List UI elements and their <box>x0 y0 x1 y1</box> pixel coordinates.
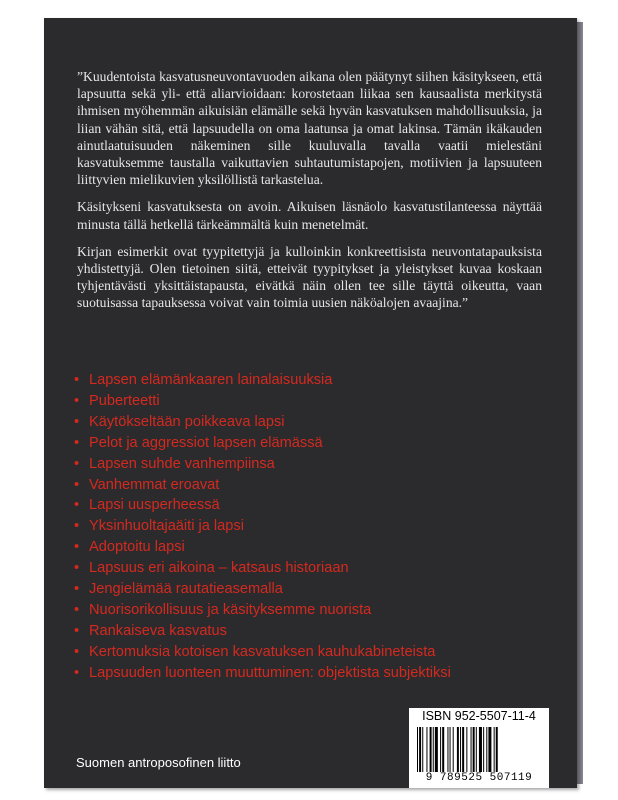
barcode-bar <box>483 727 484 772</box>
topic-item <box>74 433 554 454</box>
topic-item <box>74 412 554 433</box>
topic-item <box>74 600 554 621</box>
barcode-bar <box>494 727 495 772</box>
bullet-icon: • <box>74 392 80 409</box>
barcode-image <box>415 727 545 772</box>
topic-label: Yksinhuoltajaäiti ja lapsi <box>89 518 244 535</box>
isbn-label: ISBN 952-5507-11-4 <box>422 709 536 723</box>
topic-label: Lapsen suhde vanhempiinsa <box>89 455 275 472</box>
bullet-icon: • <box>74 413 80 430</box>
topic-item <box>74 454 554 475</box>
topic-item <box>74 537 554 558</box>
topic-item <box>74 370 554 391</box>
quote-block <box>77 68 542 322</box>
bullet-icon: • <box>74 518 80 535</box>
book-back-cover <box>44 18 577 788</box>
bullet-icon: • <box>74 622 80 639</box>
topic-label: Pelot ja aggressiot lapsen elämässä <box>89 434 323 451</box>
topic-label: Lapsuuden luonteen muuttuminen: objektista subjektiksi <box>89 664 451 681</box>
topic-label: Rankaiseva kasvatus <box>89 622 227 639</box>
cover-edge <box>577 22 583 784</box>
barcode-bar <box>417 727 418 772</box>
barcode-bar <box>466 727 467 772</box>
barcode-bar <box>486 727 487 772</box>
topic-item <box>74 558 554 579</box>
barcode-bar <box>422 727 423 772</box>
topic-label: Vanhemmat eroavat <box>89 476 220 493</box>
quote-paragraph-2: Käsitykseni kasvatuksesta on avoin. Aikuisen läsnäolo kasvatustilanteessa näyttää minusta tällä hetkellä tärkeämmältä kuin menetelmät. <box>77 199 542 232</box>
topic-item <box>74 495 554 516</box>
barcode-bar <box>440 727 441 772</box>
topic-label: Puberteetti <box>89 392 160 409</box>
topic-item <box>74 621 554 642</box>
barcode-bar <box>462 727 464 772</box>
barcode-bar <box>453 727 454 772</box>
bullet-icon: • <box>74 434 80 451</box>
bullet-icon: • <box>74 455 80 472</box>
bullet-icon: • <box>74 643 80 660</box>
bullet-icon: • <box>74 476 80 493</box>
bullet-icon: • <box>74 497 80 514</box>
barcode-bar <box>476 727 477 772</box>
quote-paragraph-3: Kirjan esimerkit ovat tyypitettyjä ja kulloinkin konkreettisista neuvontatapauksista yhdistettyjä. Olen tietoinen siitä, etteivät tyypitykset ja yleistykset kuvaa koskaan tyhjentävästi yksittäistapausta, eivätkä näin ollen tee sille täyttä oikeutta, vaan suotuisassa tapauksessa voivat vain toimia uusien näköalojen avaajina.” <box>77 243 542 311</box>
bullet-icon: • <box>74 372 80 388</box>
bullet-icon: • <box>74 581 80 598</box>
topic-label: Lapsuus eri aikoina – katsaus historiaan <box>89 560 349 577</box>
topic-label: Käytökseltään poikkeava lapsi <box>89 413 285 430</box>
barcode-bar <box>473 727 475 772</box>
topic-label: Nuorisorikollisuus ja käsityksemme nuorista <box>89 601 372 618</box>
barcode-bar <box>435 727 438 772</box>
topic-label: Lapsi uusperheessä <box>89 497 220 514</box>
topic-item <box>74 475 554 496</box>
quote-paragraph-1: ”Kuudentoista kasvatusneuvontavuoden aikana olen päätynyt siihen käsitykseen, että lapsuutta sekä yli- että aliarvioidaan: korostetaan liikaa sen kausaalista merkitystä ihmisen myöhemmän aikuisiän elämälle sekä hyvän kasvatuksen mahdollisuuksia, ja liian vähän sitä, että lapsuudella on oma laatunsa ja omat lakinsa. Tämän ikäkauden ainutlaatuisuuden näkeminen sille kuuluvalla tavalla vaatii mielestäni kasvatuksemme taustalla vaikuttavien suhtautumistapojen, motiivien ja lapsuuteen liittyvien mielikuvien yksilöllistä tarkastelua. <box>77 69 542 188</box>
barcode-bar <box>479 727 482 772</box>
topic-label: Jengielämää rautatieasemalla <box>89 581 283 598</box>
topic-list <box>74 370 554 684</box>
barcode-bar <box>496 727 498 772</box>
barcode-bar <box>460 727 461 772</box>
barcode-bar <box>430 727 432 772</box>
barcode-bar <box>426 727 427 772</box>
barcode-bar <box>471 727 472 772</box>
bullet-icon: • <box>74 601 80 618</box>
bullet-icon: • <box>74 539 80 556</box>
barcode-bar <box>488 727 491 772</box>
topic-label: Adoptoitu lapsi <box>89 539 185 556</box>
topic-label: Lapsen elämänkaaren lainalaisuuksia <box>89 372 333 388</box>
barcode-digits: 9 789525 507119 <box>425 772 533 784</box>
barcode-bar <box>450 727 451 772</box>
topic-item <box>74 663 554 684</box>
barcode-bar <box>442 727 444 772</box>
bullet-icon: • <box>74 664 80 681</box>
topic-label: Kertomuksia kotoisen kasvatuksen kauhukabineteista <box>89 643 436 660</box>
topic-item <box>74 516 554 537</box>
barcode-bar <box>419 727 421 772</box>
barcode-bar <box>447 727 448 772</box>
publisher-name: Suomen antroposofinen liitto <box>76 755 241 770</box>
bullet-icon: • <box>74 560 80 577</box>
isbn-barcode-panel <box>409 708 549 788</box>
topic-item <box>74 642 554 663</box>
barcode-bar <box>433 727 434 772</box>
topic-item <box>74 579 554 600</box>
barcode-bar <box>457 727 459 772</box>
topic-item <box>74 391 554 412</box>
